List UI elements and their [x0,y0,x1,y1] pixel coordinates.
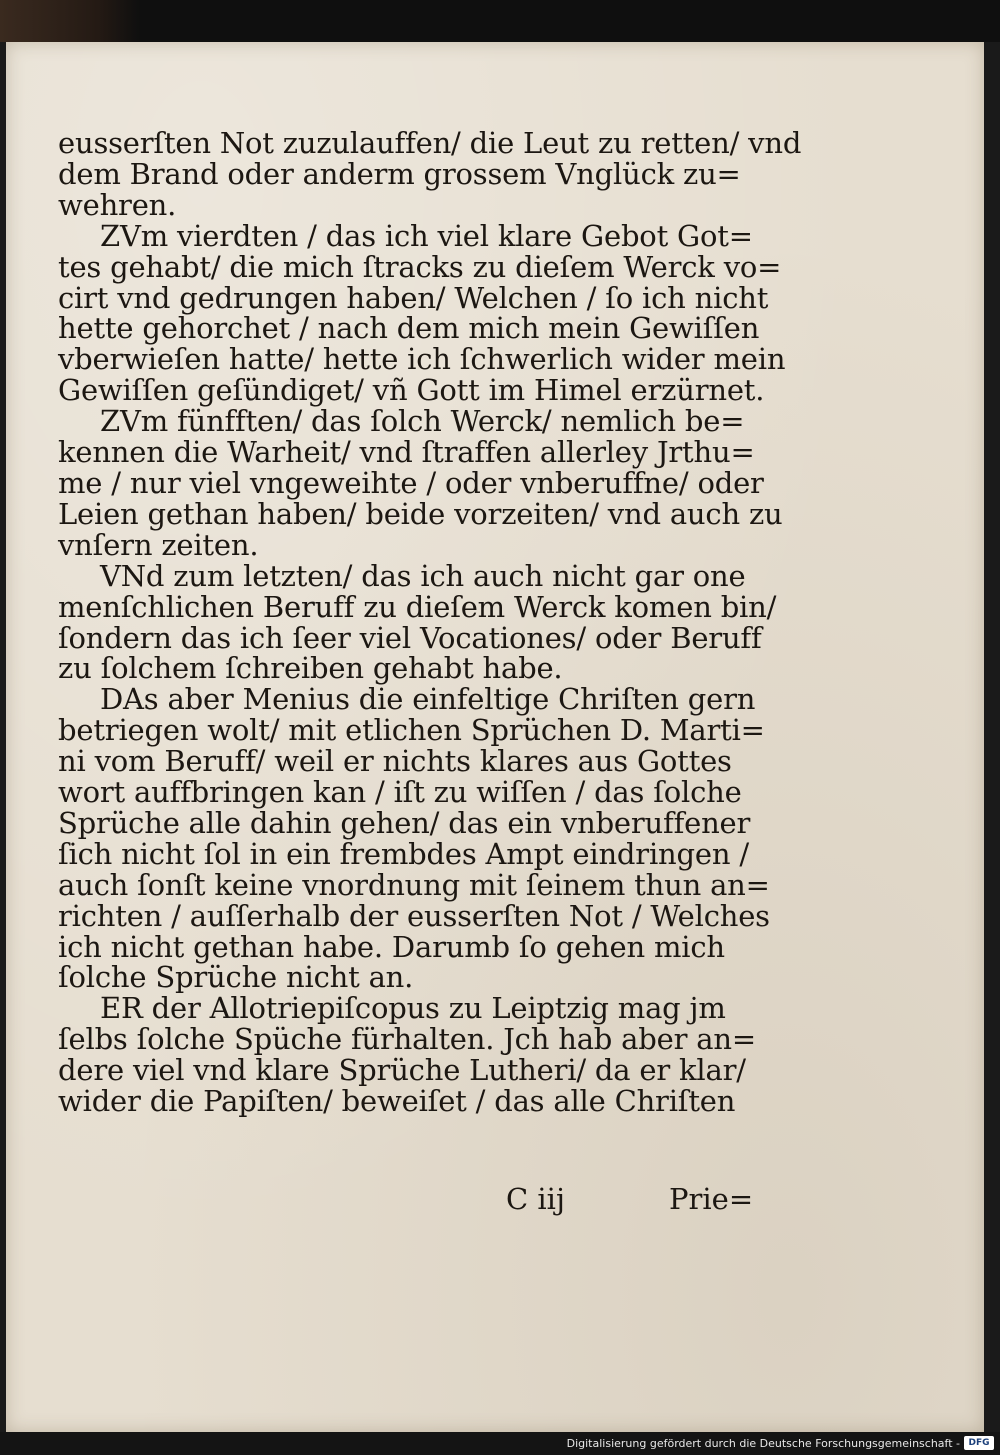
text-line: ſelbs ſolche Spüche fürhalten. Jch hab aber an= [58,1022,756,1057]
text-line: menſchlichen Beruff zu dieſem Werck komen bin/ [58,589,777,624]
text-line: auch ſonſt keine vnordnung mit ſeinem thun an= [58,867,770,902]
signature-mark: C iij [506,1182,565,1216]
text-line: eusserſten Not zuzulauffen/ die Leut zu retten/ vnd [58,126,802,160]
text-line: vberwieſen hatte/ hette ich ſchwerlich wider mein [58,342,786,377]
text-line: vnſern zeiten. [58,527,259,562]
text-line: DAs aber Menius die einfeltige Chriſten gern [100,682,756,717]
text-line: dere viel vnd klare Sprüche Lutheri/ da er klar/ [58,1053,746,1088]
text-line: wider die Papiſten/ beweiſet / das alle Chriſten [58,1084,736,1119]
scan-top-border [0,0,1000,42]
text-line: Leien gethan haben/ beide vorzeiten/ vnd auch zu [58,496,783,531]
text-line: ſolche Sprüche nicht an. [58,960,414,995]
text-line: ich nicht gethan habe. Darumb ſo gehen mich [58,929,725,964]
text-line: kennen die Warheit/ vnd ſtraffen allerley Jrthu= [58,435,755,470]
funding-credit: Digitalisierung gefördert durch die Deutsche Forschungsgemeinschaft - [566,1437,960,1450]
text-line: betriegen wolt/ mit etlichen Sprüchen D. Marti= [58,713,765,748]
book-cover-edge [0,0,140,42]
text-line: ſondern das ich ſeer viel Vocationes/ oder Beruff [58,620,762,655]
text-line: zu ſolchem ſchreiben gehabt habe. [58,651,563,686]
text-line: wort auffbringen kan / iſt zu wiſſen / das ſolche [58,775,742,810]
catchword: Prie= [669,1182,754,1216]
text-line: richten / auſſerhalb der eusserſten Not / Welches [58,898,770,933]
text-line: cirt vnd gedrungen haben/ Welchen / ſo ich nicht [58,280,769,315]
text-line: Gewiſſen geſündiget/ vñ Gott im Himel erzürnet. [58,373,765,408]
dfg-logo: DFG [964,1436,994,1450]
text-line: ZVm fünfften/ das ſolch Werck/ nemlich be= [100,404,745,439]
text-line: ZVm vierdten / das ich viel klare Gebot Got= [100,218,753,253]
text-line: ni vom Beruff/ weil er nichts klares aus Gottes [58,744,732,779]
page-body-text [58,126,802,1119]
text-line: tes gehabt/ die mich ſtracks zu dieſem Werck vo= [58,249,782,284]
book-page [6,42,984,1432]
text-line: me / nur viel vngeweihte / oder vnberuffne/ oder [58,465,764,500]
text-line: VNd zum letzten/ das ich auch nicht gar one [100,558,746,593]
text-line: ſich nicht ſol in ein frembdes Ampt eindringen / [58,836,749,871]
text-line: dem Brand oder anderm grossem Vnglück zu= [58,156,741,191]
text-line: wehren. [58,187,177,222]
text-line: ER der Allotriepiſcopus zu Leiptzig mag jm [100,991,726,1026]
text-line: Sprüche alle dahin gehen/ das ein vnberuffener [58,805,751,840]
text-line: hette gehorchet / nach dem mich mein Gewiſſen [58,311,760,346]
